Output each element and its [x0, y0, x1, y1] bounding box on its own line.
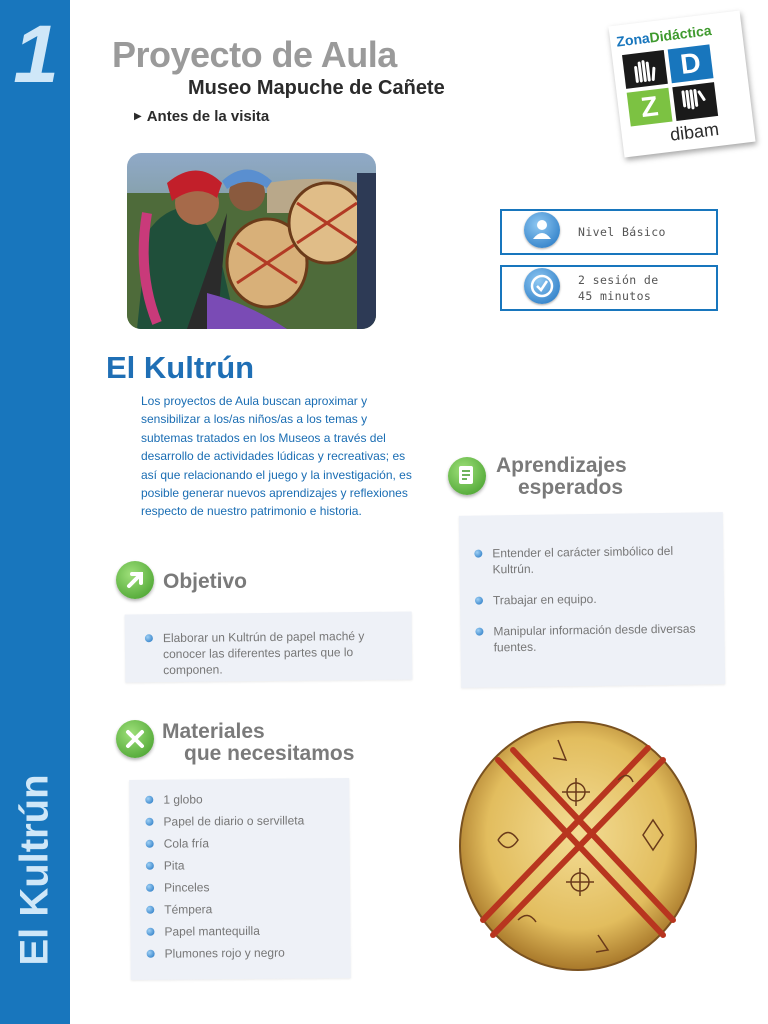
logo-letter-d: D: [668, 44, 714, 83]
intro-paragraph: Los proyectos de Aula buscan aproximar y sensibilizar a los/as niños/as a los temas y subtemas tratados en los Museos a través del desarrollo de actividades lúdicas y recreativas; es así que relacionando el juego y la investigación, es posible generar nuevos aprendizajes y reflexiones respecto de nuestro patrimonio e historia.: [141, 394, 412, 519]
list-item: Trabajar en equipo.: [475, 589, 715, 608]
kultrun-drum-image: [458, 720, 698, 972]
clock-icon: [524, 268, 560, 304]
list-item: Entender el carácter simbólico del Kultrún.: [474, 542, 714, 577]
list-item: 1 globo: [145, 790, 345, 808]
materiales-panel: [129, 778, 351, 980]
level-text: Nivel Básico: [578, 225, 666, 239]
list-item: Cola fría: [146, 834, 346, 852]
aprendizajes-title: Aprendizajes esperados: [496, 454, 627, 499]
objetivo-panel: [125, 611, 413, 682]
list-item: Pinceles: [146, 878, 346, 896]
aprendizajes-list: [474, 542, 716, 670]
list-item: Elaborar un Kultrún de papel maché y conocer las diferentes partes que lo componen.: [145, 628, 407, 679]
materiales-list: [145, 790, 347, 968]
objetivo-list: [145, 628, 407, 679]
user-group-icon: [524, 212, 560, 248]
stage-label: [134, 108, 269, 125]
materiales-title: Materiales que necesitamos: [162, 720, 355, 765]
stage-text: Antes de la visita: [146, 108, 270, 125]
project-number: 1: [13, 9, 59, 100]
list-item: Plumones rojo y negro: [147, 944, 347, 962]
list-item: Papel mantequilla: [146, 922, 346, 940]
aprendizajes-panel: [459, 512, 725, 688]
sidebar-band: [0, 0, 70, 1024]
logo-letter-z: Z: [627, 88, 673, 127]
duration-box: [500, 265, 718, 311]
logo-brand: ZonaDidáctica: [615, 22, 713, 50]
arrow-up-right-icon: [116, 561, 154, 599]
section-title: El Kultrún: [106, 350, 255, 385]
zona-didactica-logo: [608, 10, 755, 157]
mapuche-ceremony-photo: [127, 153, 376, 329]
logo-hand-tile: [622, 50, 668, 89]
triangle-bullet-icon: ▶: [134, 111, 142, 122]
list-item: Manipular información desde diversas fuentes.: [475, 620, 715, 655]
level-box: [500, 209, 718, 255]
page-title: Proyecto de Aula: [112, 34, 397, 75]
tools-icon: [116, 720, 154, 758]
vertical-title: El Kultrún: [12, 774, 57, 966]
list-item: Papel de diario o servilleta: [145, 812, 345, 830]
duration-text: 2 sesión de 45 minutos: [578, 273, 659, 303]
logo-hand-tile: [672, 82, 718, 121]
objetivo-title: Objetivo: [163, 570, 248, 593]
list-item: Témpera: [146, 900, 346, 918]
list-item: Pita: [146, 856, 346, 874]
museum-subtitle: Museo Mapuche de Cañete: [188, 77, 445, 99]
logo-org: dibam: [668, 118, 720, 145]
document-icon: [448, 457, 486, 495]
